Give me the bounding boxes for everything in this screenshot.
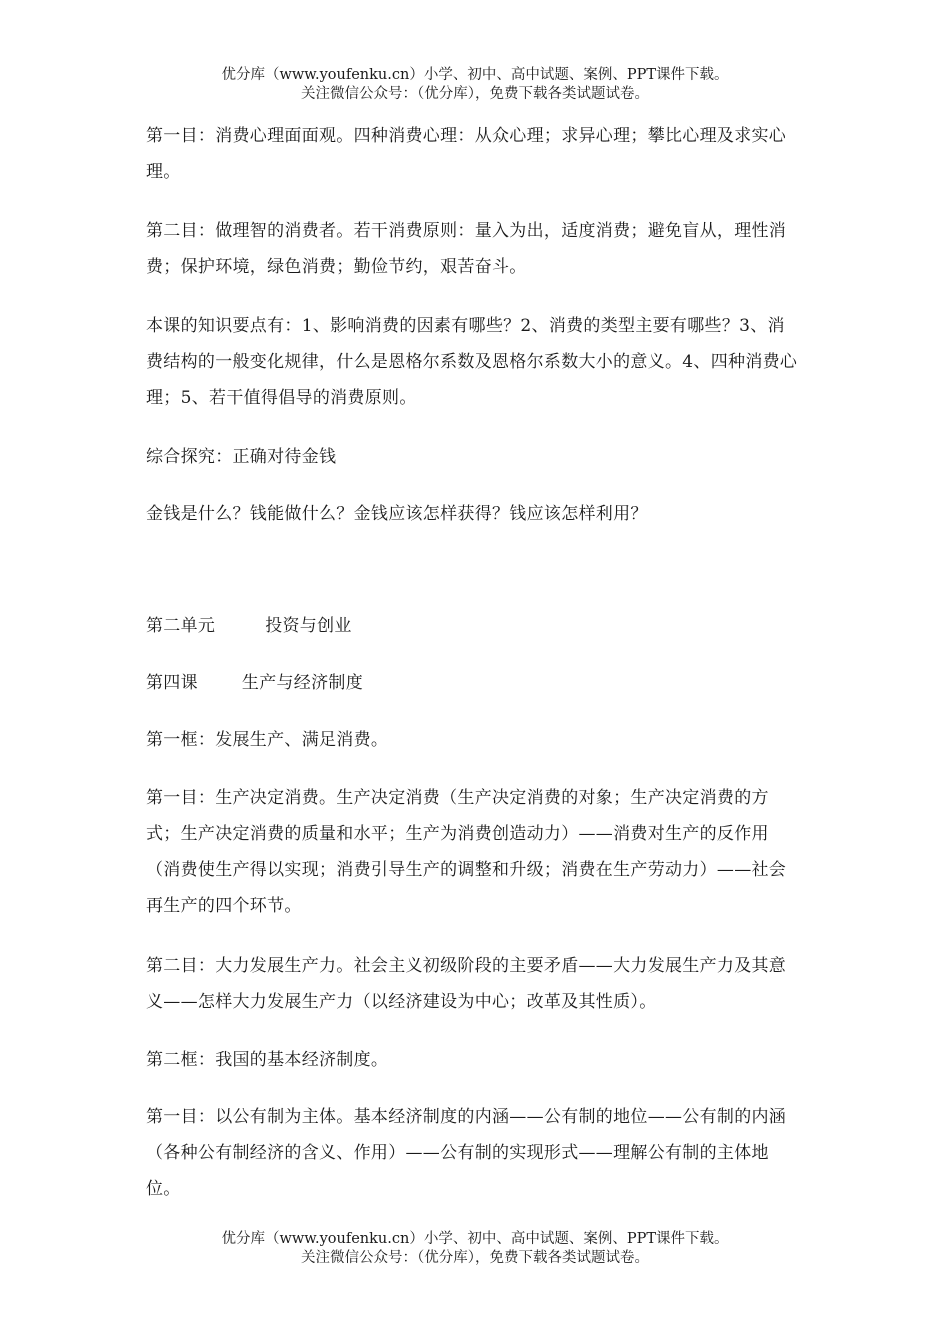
unit-heading (146, 608, 798, 644)
paragraph-comprehensive-inquiry: 综合探究：正确对待金钱 (146, 447, 337, 467)
page-header (0, 66, 950, 104)
paragraph-rational-consumer: 第二目：做理智的消费者。若干消费原则：量入为出，适度消费；避免盲从，理性消费；保护环境，绿色消费；勤俭节约，艰苦奋斗。 (146, 221, 787, 277)
header-line-2: 关注微信公众号：（优分库），免费下载各类试题试卷。 (301, 86, 649, 102)
paragraph-money-questions: 金钱是什么？钱能做什么？金钱应该怎样获得？钱应该怎样利用？ (146, 504, 648, 524)
unit-label: 第二单元 (146, 616, 216, 636)
lesson-heading (146, 665, 798, 701)
paragraph-develop-productivity: 第二目：大力发展生产力。社会主义初级阶段的主要矛盾——大力发展生产力及其意义——怎样大力发展生产力（以经济建设为中心；改革及其性质）。 (146, 956, 787, 1012)
paragraph-frame-two: 第二框：我国的基本经济制度。 (146, 1050, 389, 1070)
paragraph-consumer-psychology: 第一目：消费心理面面观。四种消费心理：从众心理；求异心理；攀比心理及求实心理。 (146, 126, 787, 182)
lesson-label: 第四课 (146, 673, 198, 693)
footer-line-1: 优分库（www.youfenku.cn）小学、初中、高中试题、案例、PPT课件下载。 (221, 1231, 729, 1247)
header-line-1: 优分库（www.youfenku.cn）小学、初中、高中试题、案例、PPT课件下载。 (221, 67, 729, 83)
lesson-title: 生产与经济制度 (241, 673, 364, 693)
footer-line-2: 关注微信公众号：（优分库），免费下载各类试题试卷。 (301, 1250, 649, 1266)
paragraph-public-ownership: 第一目：以公有制为主体。基本经济制度的内涵——公有制的地位——公有制的内涵（各种公有制经济的含义、作用）——公有制的实现形式——理解公有制的主体地位。 (146, 1107, 787, 1199)
paragraph-key-points: 本课的知识要点有：1、影响消费的因素有哪些？2、消费的类型主要有哪些？3、消费结构的一般变化规律，什么是恩格尔系数及恩格尔系数大小的意义。4、四种消费心理；5、若干值得倡导的消费原则。 (146, 316, 798, 408)
page-footer (0, 1230, 950, 1268)
unit-title: 投资与创业 (265, 616, 352, 636)
paragraph-production-determines-consumption: 第一目：生产决定消费。生产决定消费（生产决定消费的对象；生产决定消费的方式；生产决定消费的质量和水平；生产为消费创造动力）——消费对生产的反作用（消费使生产得以实现；消费引导生产的调整和升级；消费在生产劳动力）——社会再生产的四个环节。 (146, 788, 787, 916)
paragraph-frame-one: 第一框：发展生产、满足消费。 (146, 730, 389, 750)
